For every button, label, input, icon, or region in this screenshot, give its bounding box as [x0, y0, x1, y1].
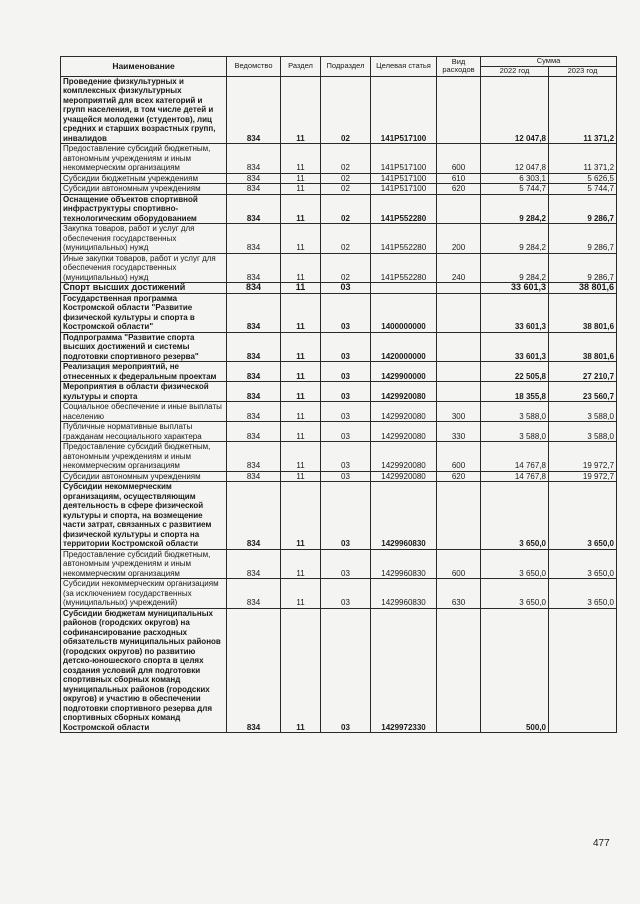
cell-name: Оснащение объектов спортивной инфраструктуры спортивно-технологическим оборудованием: [61, 194, 227, 224]
cell-subsection: 03: [321, 608, 371, 733]
cell-expense-type: 630: [437, 579, 481, 609]
cell-department: 834: [227, 402, 281, 422]
cell-section: 11: [281, 224, 321, 254]
cell-subsection: 02: [321, 224, 371, 254]
cell-subsection: 02: [321, 253, 371, 283]
cell-expense-type: 620: [437, 184, 481, 195]
cell-name: Предоставление субсидий бюджетным, автономным учреждениям и иным некоммерческим организациям: [61, 442, 227, 472]
cell-name: Предоставление субсидий бюджетным, автономным учреждениям и иным некоммерческим организациям: [61, 549, 227, 579]
table-row: [61, 362, 617, 382]
cell-amount-2022: 22 505,8: [481, 362, 549, 382]
table-row: [61, 482, 617, 550]
cell-name: Мероприятия в области физической культуры и спорта: [61, 382, 227, 402]
header-subsection: Подраздел: [321, 57, 371, 77]
cell-expense-type: [437, 283, 481, 294]
cell-subsection: 03: [321, 422, 371, 442]
cell-amount-2023: 9 286,7: [549, 194, 617, 224]
cell-subsection: 03: [321, 362, 371, 382]
table-row: [61, 76, 617, 144]
table-row: [61, 549, 617, 579]
cell-department: 834: [227, 194, 281, 224]
cell-subsection: 02: [321, 144, 371, 174]
cell-section: 11: [281, 332, 321, 362]
cell-department: 834: [227, 76, 281, 144]
cell-amount-2023: 3 588,0: [549, 402, 617, 422]
table-row: [61, 579, 617, 609]
cell-amount-2023: 38 801,6: [549, 283, 617, 294]
cell-section: 11: [281, 471, 321, 482]
table-row: [61, 224, 617, 254]
cell-name: Реализация мероприятий, не отнесенных к федеральным проектам: [61, 362, 227, 382]
cell-expense-type: 600: [437, 144, 481, 174]
cell-section: 11: [281, 144, 321, 174]
cell-department: 834: [227, 608, 281, 733]
cell-name: Подпрограмма "Развитие спорта высших достижений и системы подготовки спортивного резерва": [61, 332, 227, 362]
cell-department: 834: [227, 382, 281, 402]
cell-target-article: 1429972330: [371, 608, 437, 733]
header-name: Наименование: [61, 57, 227, 77]
cell-target-article: 141P552280: [371, 253, 437, 283]
cell-department: 834: [227, 144, 281, 174]
cell-section: 11: [281, 579, 321, 609]
cell-amount-2022: 500,0: [481, 608, 549, 733]
cell-amount-2023: 3 650,0: [549, 579, 617, 609]
cell-section: 11: [281, 184, 321, 195]
cell-expense-type: 240: [437, 253, 481, 283]
cell-subsection: 03: [321, 549, 371, 579]
cell-amount-2022: 9 284,2: [481, 224, 549, 254]
cell-department: 834: [227, 549, 281, 579]
cell-amount-2022: 33 601,3: [481, 332, 549, 362]
cell-expense-type: 300: [437, 402, 481, 422]
cell-amount-2023: 19 972,7: [549, 471, 617, 482]
cell-expense-type: 600: [437, 442, 481, 472]
page-number: 477: [593, 838, 610, 849]
cell-name: Субсидии бюджетным учреждениям: [61, 173, 227, 184]
cell-name: Публичные нормативные выплаты гражданам несоциального характера: [61, 422, 227, 442]
cell-section: 11: [281, 362, 321, 382]
cell-target-article: [371, 283, 437, 294]
cell-target-article: 141P552280: [371, 194, 437, 224]
cell-amount-2023: 3 650,0: [549, 482, 617, 550]
cell-target-article: 1429920080: [371, 442, 437, 472]
cell-target-article: 1429920080: [371, 402, 437, 422]
cell-target-article: 1429960830: [371, 549, 437, 579]
cell-department: 834: [227, 442, 281, 472]
cell-amount-2022: 3 650,0: [481, 549, 549, 579]
cell-expense-type: [437, 608, 481, 733]
cell-amount-2023: 38 801,6: [549, 332, 617, 362]
cell-subsection: 02: [321, 76, 371, 144]
cell-section: 11: [281, 549, 321, 579]
cell-target-article: 1429960830: [371, 579, 437, 609]
cell-amount-2022: 33 601,3: [481, 283, 549, 294]
cell-amount-2023: 11 371,2: [549, 144, 617, 174]
cell-amount-2022: 9 284,2: [481, 194, 549, 224]
cell-section: 11: [281, 442, 321, 472]
cell-department: 834: [227, 283, 281, 294]
table-row: [61, 293, 617, 332]
header-department: Ведомство: [227, 57, 281, 77]
table-row: [61, 184, 617, 195]
header-year-2022: 2022 год: [481, 66, 549, 76]
cell-department: 834: [227, 471, 281, 482]
cell-target-article: 141P517100: [371, 173, 437, 184]
cell-name: Субсидии некоммерческим организациям (за исключением государственных (муниципальных) учреждений): [61, 579, 227, 609]
cell-expense-type: 620: [437, 471, 481, 482]
cell-amount-2023: 3 588,0: [549, 422, 617, 442]
cell-section: 11: [281, 253, 321, 283]
cell-expense-type: 600: [437, 549, 481, 579]
table-row: [61, 382, 617, 402]
cell-name: Предоставление субсидий бюджетным, автономным учреждениям и иным некоммерческим организациям: [61, 144, 227, 174]
cell-amount-2023: 5 744,7: [549, 184, 617, 195]
cell-expense-type: 610: [437, 173, 481, 184]
cell-section: 11: [281, 283, 321, 294]
cell-amount-2022: 14 767,8: [481, 442, 549, 472]
cell-amount-2022: 3 650,0: [481, 482, 549, 550]
table-row: [61, 283, 617, 294]
cell-amount-2023: [549, 608, 617, 733]
table-row: [61, 471, 617, 482]
cell-amount-2022: 5 744,7: [481, 184, 549, 195]
cell-subsection: 03: [321, 579, 371, 609]
cell-section: 11: [281, 422, 321, 442]
cell-target-article: 1420000000: [371, 332, 437, 362]
cell-target-article: 1429960830: [371, 482, 437, 550]
cell-amount-2022: 9 284,2: [481, 253, 549, 283]
table-row: [61, 442, 617, 472]
cell-subsection: 03: [321, 382, 371, 402]
cell-target-article: 1429920080: [371, 382, 437, 402]
cell-expense-type: [437, 194, 481, 224]
cell-target-article: 1429920080: [371, 422, 437, 442]
table-row: [61, 173, 617, 184]
cell-subsection: 03: [321, 482, 371, 550]
cell-subsection: 02: [321, 173, 371, 184]
cell-department: 834: [227, 253, 281, 283]
cell-amount-2023: 38 801,6: [549, 293, 617, 332]
header-target-article: Целевая статья: [371, 57, 437, 77]
cell-section: 11: [281, 194, 321, 224]
cell-target-article: 141P552280: [371, 224, 437, 254]
cell-amount-2022: 3 588,0: [481, 422, 549, 442]
cell-target-article: 141P517100: [371, 144, 437, 174]
cell-name: Проведение физкультурных и комплексных физкультурных мероприятий для всех категорий и групп населения, в том числе детей и учащейся молодежи (студентов), лиц средних и старших возрастных групп, инвалидов: [61, 76, 227, 144]
cell-name: Субсидии автономным учреждениям: [61, 184, 227, 195]
cell-name: Субсидии некоммерческим организациям, осуществляющим деятельность в сфере физической культуры и спорта, на возмещение части затрат, связанных с развитием физической культуры и спорта на территории Костромской области: [61, 482, 227, 550]
cell-target-article: 141P517100: [371, 76, 437, 144]
cell-subsection: 02: [321, 184, 371, 195]
cell-section: 11: [281, 402, 321, 422]
cell-amount-2023: 9 286,7: [549, 224, 617, 254]
cell-expense-type: [437, 382, 481, 402]
cell-amount-2022: 6 303,1: [481, 173, 549, 184]
cell-subsection: 02: [321, 194, 371, 224]
cell-section: 11: [281, 173, 321, 184]
table-row: [61, 144, 617, 174]
cell-name: Социальное обеспечение и иные выплаты населению: [61, 402, 227, 422]
cell-expense-type: 330: [437, 422, 481, 442]
cell-section: 11: [281, 293, 321, 332]
cell-name: Субсидии автономным учреждениям: [61, 471, 227, 482]
cell-expense-type: [437, 76, 481, 144]
table-row: [61, 194, 617, 224]
cell-section: 11: [281, 482, 321, 550]
cell-amount-2022: 3 588,0: [481, 402, 549, 422]
cell-subsection: 03: [321, 332, 371, 362]
header-section: Раздел: [281, 57, 321, 77]
cell-expense-type: [437, 332, 481, 362]
cell-department: 834: [227, 293, 281, 332]
cell-amount-2022: 14 767,8: [481, 471, 549, 482]
cell-name: Субсидии бюджетам муниципальных районов (городских округов) на софинансирование расходных обязательств муниципальных районов (городских округов) по развитию детско-юношеского спорта в целях создания условий для подготовки спортивных сборных команд муниципальных районов (городских округов) и участию в обеспечении подготовки спортивного резерва для спортивных сборных команд Костромской области: [61, 608, 227, 733]
cell-subsection: 03: [321, 442, 371, 472]
cell-amount-2023: 27 210,7: [549, 362, 617, 382]
table-row: [61, 422, 617, 442]
cell-amount-2022: 33 601,3: [481, 293, 549, 332]
cell-amount-2022: 3 650,0: [481, 579, 549, 609]
table-row: [61, 332, 617, 362]
cell-expense-type: [437, 362, 481, 382]
table-row: [61, 402, 617, 422]
header-amount: Сумма: [481, 57, 617, 67]
cell-target-article: 1429900000: [371, 362, 437, 382]
cell-amount-2022: 12 047,8: [481, 144, 549, 174]
table-row: [61, 608, 617, 733]
cell-section: 11: [281, 608, 321, 733]
cell-department: 834: [227, 362, 281, 382]
cell-subsection: 03: [321, 402, 371, 422]
header-year-2023: 2023 год: [549, 66, 617, 76]
cell-expense-type: [437, 293, 481, 332]
cell-department: 834: [227, 224, 281, 254]
cell-target-article: 1429920080: [371, 471, 437, 482]
cell-name: Иные закупки товаров, работ и услуг для обеспечения государственных (муниципальных) нужд: [61, 253, 227, 283]
cell-amount-2023: 11 371,2: [549, 76, 617, 144]
cell-section: 11: [281, 382, 321, 402]
cell-section: 11: [281, 76, 321, 144]
cell-amount-2023: 5 626,5: [549, 173, 617, 184]
header-expense-type: Вид расходов: [437, 57, 481, 77]
cell-expense-type: 200: [437, 224, 481, 254]
cell-department: 834: [227, 482, 281, 550]
cell-department: 834: [227, 173, 281, 184]
cell-subsection: 03: [321, 293, 371, 332]
cell-amount-2023: 3 650,0: [549, 549, 617, 579]
cell-department: 834: [227, 184, 281, 195]
cell-amount-2022: 18 355,8: [481, 382, 549, 402]
cell-name: Государственная программа Костромской области "Развитие физической культуры и спорта в Костромской области": [61, 293, 227, 332]
budget-table: [60, 56, 617, 733]
cell-department: 834: [227, 332, 281, 362]
table-row: [61, 253, 617, 283]
cell-department: 834: [227, 579, 281, 609]
cell-amount-2022: 12 047,8: [481, 76, 549, 144]
cell-amount-2023: 23 560,7: [549, 382, 617, 402]
cell-name: Закупка товаров, работ и услуг для обеспечения государственных (муниципальных) нужд: [61, 224, 227, 254]
cell-target-article: 141P517100: [371, 184, 437, 195]
cell-subsection: 03: [321, 283, 371, 294]
cell-subsection: 03: [321, 471, 371, 482]
cell-target-article: 1400000000: [371, 293, 437, 332]
cell-name: Спорт высших достижений: [61, 283, 227, 294]
cell-amount-2023: 9 286,7: [549, 253, 617, 283]
cell-department: 834: [227, 422, 281, 442]
cell-amount-2023: 19 972,7: [549, 442, 617, 472]
cell-expense-type: [437, 482, 481, 550]
